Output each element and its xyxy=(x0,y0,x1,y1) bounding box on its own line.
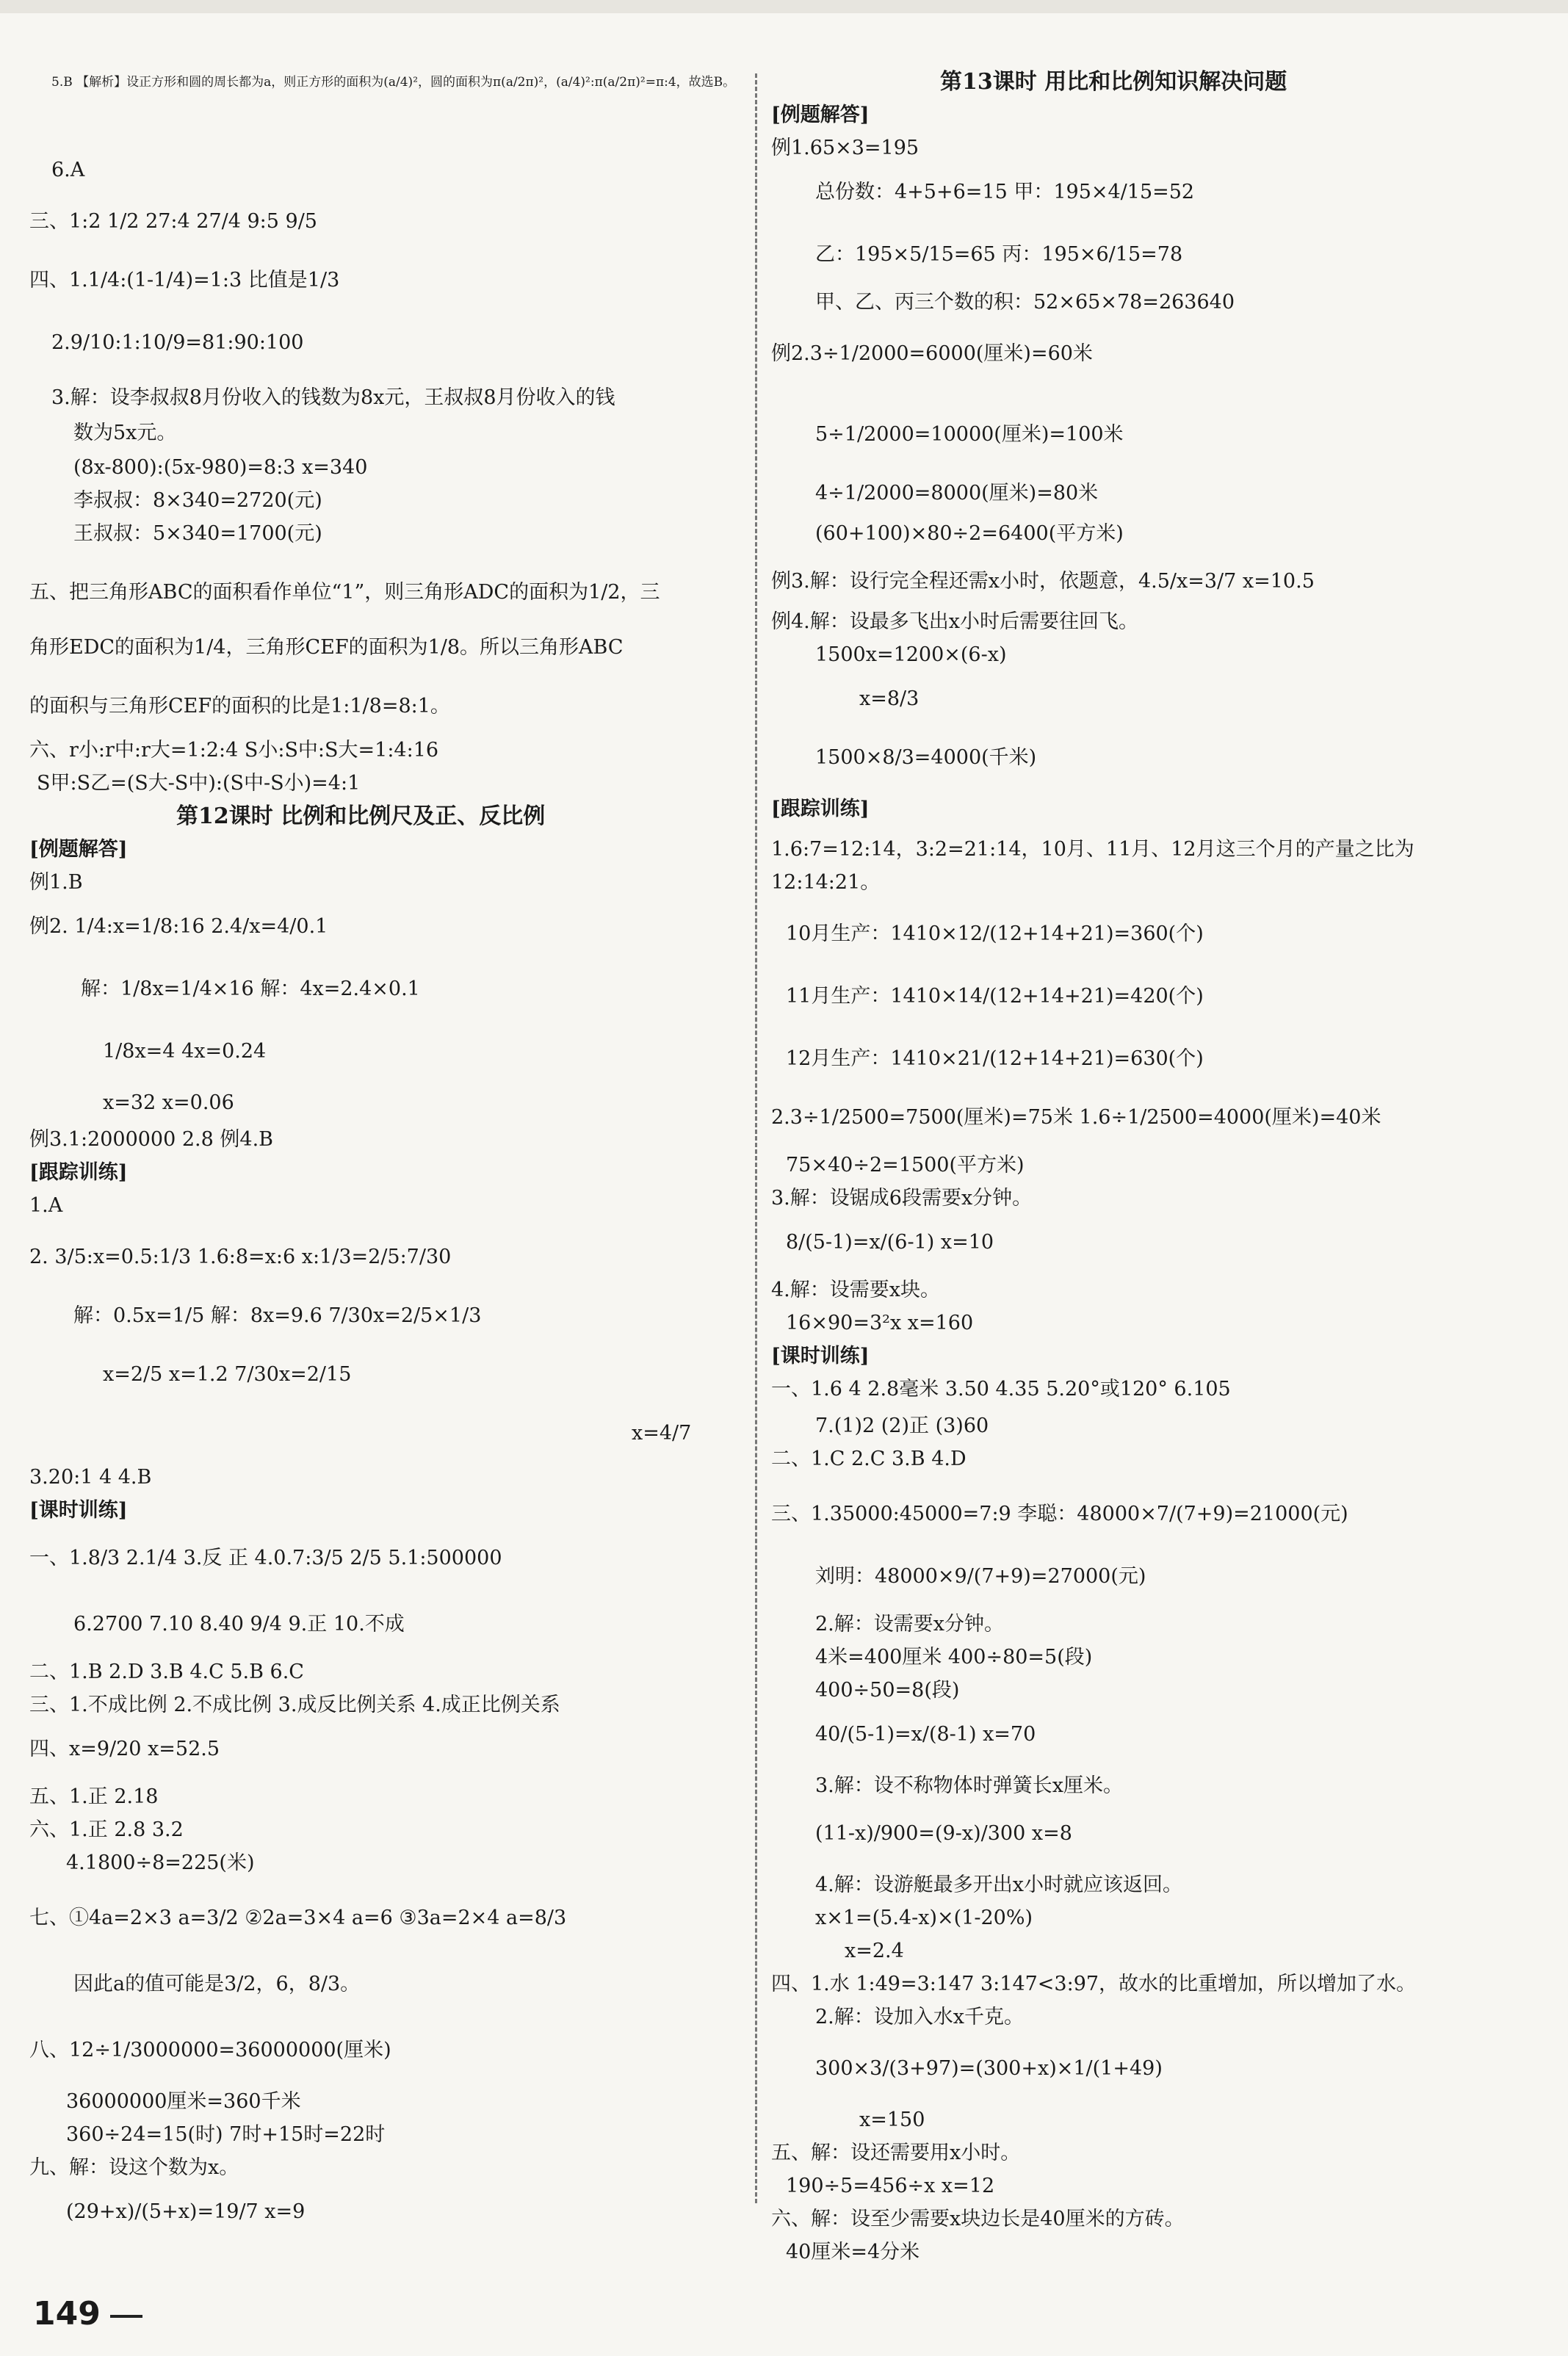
line-r41: x=2.4 xyxy=(845,1940,904,1962)
line-l12: 的面积与三角形CEF的面积的比是1:1/8=8:1。 xyxy=(29,695,450,718)
scan-top-stripe xyxy=(0,0,1568,13)
section-tracking: [跟踪训练] xyxy=(29,1161,128,1184)
line-r47: 190÷5=456÷x x=12 xyxy=(786,2175,995,2197)
line-l18: 例2. 1/4:x=1/8:16 2.4/x=4/0.1 xyxy=(29,915,328,938)
line-l33: 二、1.B 2.D 3.B 4.C 5.B 6.C xyxy=(29,1661,304,1683)
line-l11: 角形EDC的面积为1/4，三角形CEF的面积为1/8。所以三角形ABC xyxy=(29,636,624,659)
line-r38: (11-x)/900=(9-x)/300 x=8 xyxy=(815,1822,1072,1845)
line-r4: 乙：195×5/15=65 丙：195×6/15=78 xyxy=(815,243,1183,266)
line-l43: 360÷24=15(时) 7时+15时=22时 xyxy=(66,2123,386,2146)
line-l5: 3.解：设李叔叔8月份收入的钱数为8x元，王叔叔8月份收入的钱 xyxy=(51,386,615,409)
page-number: 149 xyxy=(33,2295,101,2332)
line-r44: 300×3/(3+97)=(300+x)×1/(1+49) xyxy=(815,2057,1163,2080)
line-l13: 六、r小:r中:r大=1:2:4 S小:S中:S大=1:4:16 xyxy=(29,739,439,762)
line-l19: 解：1/8x=1/4×16 解：4x=2.4×0.1 xyxy=(81,978,420,1000)
line-r12: 1500x=1200×(6-x) xyxy=(815,643,1007,666)
line-r23: 3.解：设锯成6段需要x分钟。 xyxy=(771,1187,1033,1210)
line-r30: 二、1.C 2.C 3.B 4.D xyxy=(771,1448,967,1470)
line-l29: 3.20:1 4 4.B xyxy=(29,1466,152,1489)
line-l45: (29+x)/(5+x)=19/7 x=9 xyxy=(66,2200,306,2223)
column-divider xyxy=(755,73,757,2203)
section-tracking-r: [跟踪训练] xyxy=(771,798,870,820)
line-l26: 解：0.5x=1/5 解：8x=9.6 7/30x=2/5×1/3 xyxy=(73,1304,482,1327)
line-r45: x=150 xyxy=(859,2109,925,2131)
line-r34: 4米=400厘米 400÷80=5(段) xyxy=(815,1646,1093,1669)
line-l36: 五、1.正 2.18 xyxy=(29,1785,159,1808)
line-r3: 总份数：4+5+6=15 甲：195×4/15=52 xyxy=(815,181,1195,203)
line-r32: 刘明：48000×9/(7+9)=27000(元) xyxy=(815,1565,1146,1588)
line-l24: 1.A xyxy=(29,1194,63,1217)
line-r6: 例2.3÷1/2000=6000(厘米)=60米 xyxy=(771,342,1093,365)
line-l39: 七、①4a=2×3 a=3/2 ②2a=3×4 a=6 ③3a=2×4 a=8/3 xyxy=(29,1907,567,1929)
line-r43: 2.解：设加入水x千克。 xyxy=(815,2006,1024,2028)
line-r8: 4÷1/2000=8000(厘米)=80米 xyxy=(815,482,1099,505)
line-l14: S甲:S乙=(S大-S中):(S中-S小)=4:1 xyxy=(37,772,361,795)
line-r29: 7.(1)2 (2)正 (3)60 xyxy=(815,1414,989,1437)
line-r39: 4.解：设游艇最多开出x小时就应该返回。 xyxy=(815,1873,1182,1896)
line-r22: 75×40÷2=1500(平方米) xyxy=(786,1154,1025,1177)
line-l38: 4.1800÷8=225(米) xyxy=(66,1851,255,1874)
line-l4: 2.9/10:1:10/9=81:90:100 xyxy=(51,331,304,354)
line-l6: 数为5x元。 xyxy=(73,422,177,444)
page-number-dash xyxy=(110,2315,142,2318)
line-l8: 李叔叔：8×340=2720(元) xyxy=(73,489,322,512)
line-l1: 6.A xyxy=(51,159,85,181)
lesson-12-title: 第12课时 比例和比例尺及正、反比例 xyxy=(176,803,546,829)
line-r33: 2.解：设需要x分钟。 xyxy=(815,1613,1004,1636)
line-r26: 16×90=3²x x=160 xyxy=(786,1312,974,1334)
line-l42: 36000000厘米=360千米 xyxy=(66,2090,301,2113)
line-r46: 五、解：设还需要用x小时。 xyxy=(771,2142,1021,2164)
line-r20: 12月生产：1410×21/(12+14+21)=630(个) xyxy=(786,1047,1204,1070)
line-r17: 12:14:21。 xyxy=(771,871,881,894)
line-l21: x=32 x=0.06 xyxy=(103,1091,234,1114)
line-l34: 三、1.不成比例 2.不成比例 3.成反比例关系 4.成正比例关系 xyxy=(29,1694,560,1716)
line-r25: 4.解：设需要x块。 xyxy=(771,1279,940,1301)
line-l2: 三、1:2 1/2 27:4 27/4 9:5 9/5 xyxy=(29,210,317,233)
line-l9: 王叔叔：5×340=1700(元) xyxy=(73,522,322,545)
line-l40: 因此a的值可能是3/2，6，8/3。 xyxy=(73,1973,361,1995)
line-l10: 五、把三角形ABC的面积看作单位“1”，则三角形ADC的面积为1/2，三 xyxy=(29,581,660,604)
line-r21: 2.3÷1/2500=7500(厘米)=75米 1.6÷1/2500=4000(厘米)=40米 xyxy=(771,1106,1381,1129)
line-l7: (8x-800):(5x-980)=8:3 x=340 xyxy=(73,456,368,479)
line-l28: x=4/7 xyxy=(632,1422,692,1445)
line-l41: 八、12÷1/3000000=36000000(厘米) xyxy=(29,2039,391,2062)
line-l0: 5.B 【解析】设正方形和圆的周长都为a，则正方形的面积为(a/4)²，圆的面积为π(a/2π)²，(a/4)²:π(a/2π)²=π:4，故选B。 xyxy=(51,75,736,90)
line-r16: 1.6:7=12:14，3:2=21:14，10月、11月、12月这三个月的产量之比为 xyxy=(771,838,1415,861)
line-l44: 九、解：设这个数为x。 xyxy=(29,2156,239,2179)
line-r11: 例4.解：设最多飞出x小时后需要往回飞。 xyxy=(771,610,1138,633)
line-r37: 3.解：设不称物体时弹簧长x厘米。 xyxy=(815,1774,1123,1797)
line-l25: 2. 3/5:x=0.5:1/3 1.6:8=x:6 x:1/3=2/5:7/30 xyxy=(29,1246,452,1268)
line-r36: 40/(5-1)=x/(8-1) x=70 xyxy=(815,1723,1036,1746)
line-r5: 甲、乙、丙三个数的积：52×65×78=263640 xyxy=(815,291,1235,314)
line-r19: 11月生产：1410×14/(12+14+21)=420(个) xyxy=(786,985,1204,1008)
line-r40: x×1=(5.4-x)×(1-20%) xyxy=(815,1907,1033,1929)
line-r49: 40厘米=4分米 xyxy=(786,2241,920,2263)
line-r28: 一、1.6 4 2.8毫米 3.50 4.35 5.20°或120° 6.105 xyxy=(771,1378,1231,1401)
line-l31: 一、1.8/3 2.1/4 3.反 正 4.0.7:3/5 2/5 5.1:500000 xyxy=(29,1547,502,1569)
line-r2: 例1.65×3=195 xyxy=(771,137,920,159)
line-r13: x=8/3 xyxy=(859,687,920,710)
line-r48: 六、解：设至少需要x块边长是40厘米的方砖。 xyxy=(771,2208,1185,2230)
lesson-13-title: 第13课时 用比和比例知识解决问题 xyxy=(940,69,1287,95)
section-lesson-training-r: [课时训练] xyxy=(771,1345,870,1367)
line-l37: 六、1.正 2.8 3.2 xyxy=(29,1818,184,1841)
line-l35: 四、x=9/20 x=52.5 xyxy=(29,1738,220,1760)
section-lesson-training: [课时训练] xyxy=(29,1499,128,1522)
line-r9: (60+100)×80÷2=6400(平方米) xyxy=(815,522,1124,545)
line-l27: x=2/5 x=1.2 7/30x=2/15 xyxy=(103,1363,352,1386)
line-r7: 5÷1/2000=10000(厘米)=100米 xyxy=(815,423,1124,446)
section-example: [例题解答] xyxy=(29,838,128,861)
line-r31: 三、1.35000:45000=7:9 李聪：48000×7/(7+9)=21000(元) xyxy=(771,1503,1348,1525)
line-r24: 8/(5-1)=x/(6-1) x=10 xyxy=(786,1231,994,1254)
line-l20: 1/8x=4 4x=0.24 xyxy=(103,1040,267,1063)
line-r10: 例3.解：设行完全程还需x小时，依题意，4.5/x=3/7 x=10.5 xyxy=(771,570,1315,593)
line-l3: 四、1.1/4:(1-1/4)=1:3 比值是1/3 xyxy=(29,269,340,292)
line-l32: 6.2700 7.10 8.40 9/4 9.正 10.不成 xyxy=(73,1613,405,1636)
line-r14: 1500×8/3=4000(千米) xyxy=(815,746,1037,769)
line-r18: 10月生产：1410×12/(12+14+21)=360(个) xyxy=(786,922,1204,945)
line-l22: 例3.1:2000000 2.8 例4.B xyxy=(29,1128,273,1151)
line-r42: 四、1.水 1:49=3:147 3:147<3:97，故水的比重增加，所以增加了水。 xyxy=(771,1973,1417,1995)
line-r35: 400÷50=8(段) xyxy=(815,1679,960,1702)
line-l17: 例1.B xyxy=(29,871,83,894)
section-example-r: [例题解答] xyxy=(771,104,870,126)
